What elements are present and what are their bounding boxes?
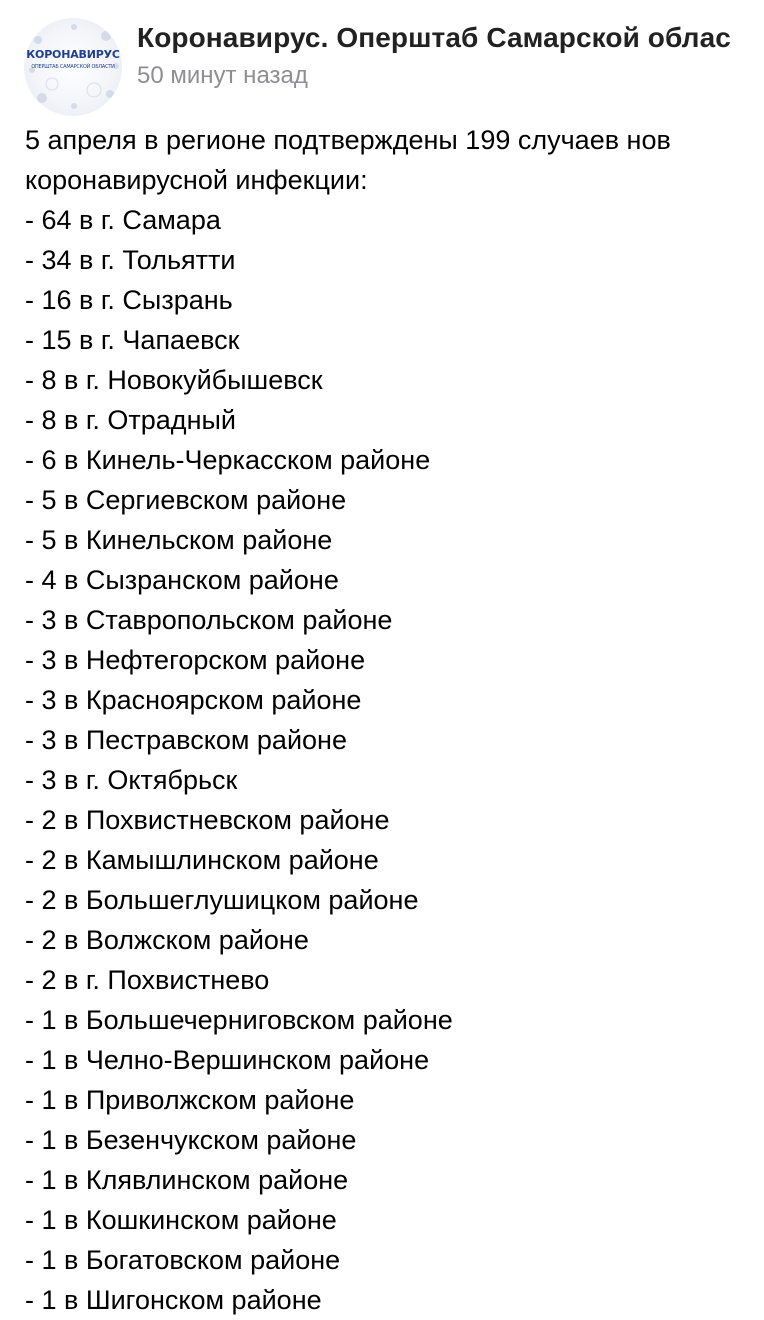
case-item: - 15 в г. Чапаевск: [25, 325, 240, 355]
avatar[interactable]: [24, 18, 122, 116]
case-item: - 1 в Челно-Вершинском районе: [25, 1045, 430, 1075]
case-item: - 1 в Большечерниговском районе: [25, 1005, 453, 1035]
case-item: - 3 в Нефтегорском районе: [25, 645, 366, 675]
case-item: - 4 в Сызранском районе: [25, 565, 339, 595]
case-item: - 8 в г. Отрадный: [25, 405, 236, 435]
avatar-subtitle: ОПЕРШТАБ САМАРСКОЙ ОБЛАСТИ: [31, 64, 115, 70]
post-intro-line: 5 апреля в регионе подтверждены 199 случаев нов: [25, 125, 671, 155]
case-item: - 6 в Кинель-Черкасском районе: [25, 445, 431, 475]
case-item: - 3 в г. Октябрьск: [25, 765, 238, 795]
case-item: - 1 в Приволжском районе: [25, 1085, 355, 1115]
case-item: - 2 в Волжском районе: [25, 925, 309, 955]
case-item: - 5 в Сергиевском районе: [25, 485, 347, 515]
case-item: - 1 в Богатовском районе: [25, 1245, 341, 1275]
case-item: - 2 в Камышлинском районе: [25, 845, 379, 875]
case-item: - 8 в г. Новокуйбышевск: [25, 365, 323, 395]
avatar-title: КОРОНАВИРУС: [26, 48, 120, 61]
case-item: - 3 в Ставропольском районе: [25, 605, 393, 635]
case-item: - 1 в Клявлинском районе: [25, 1165, 349, 1195]
case-item: - 1 в Шигонском районе: [25, 1285, 322, 1315]
post-text: [25, 120, 764, 1320]
case-item: - 34 в г. Тольятти: [25, 245, 236, 275]
case-item: - 64 в г. Самара: [25, 205, 221, 235]
post-header: [0, 0, 764, 110]
case-item: - 3 в Красноярском районе: [25, 685, 362, 715]
case-item: - 2 в Похвистневском районе: [25, 805, 390, 835]
author-name[interactable]: Коронавирус. Оперштаб Самарской облас: [137, 22, 731, 53]
case-item: - 2 в Большеглушицком районе: [25, 885, 419, 915]
case-item: - 1 в Безенчукском районе: [25, 1125, 357, 1155]
case-item: - 2 в г. Похвистнево: [25, 965, 270, 995]
case-item: - 5 в Кинельском районе: [25, 525, 333, 555]
post-time[interactable]: 50 минут назад: [137, 62, 308, 89]
case-item: - 3 в Пестравском районе: [25, 725, 347, 755]
case-item: - 1 в Кошкинском районе: [25, 1205, 337, 1235]
case-item: - 16 в г. Сызрань: [25, 285, 233, 315]
post-intro-line: коронавирусной инфекции:: [25, 165, 368, 195]
